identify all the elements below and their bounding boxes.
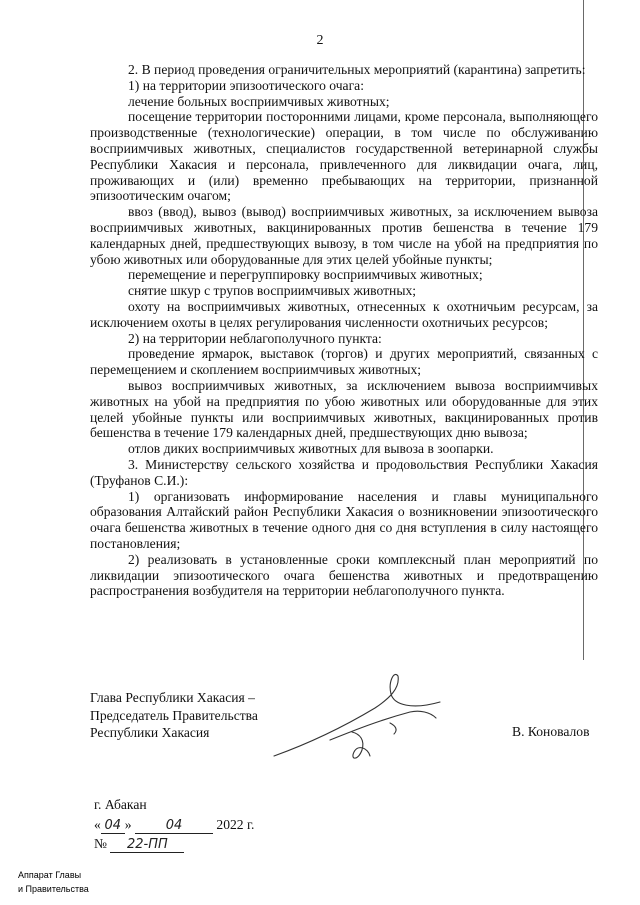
paragraph-import-export: ввоз (ввод), вывоз (вывод) восприимчивых животных, за исключением вывоза восприимчивых животных, вакцинированных против бешенства в течение 179 календарных дней, предшествующих вывозу, в том числе на убой на предприятия по убою животных или оборудованные для этих целей убойные пункты;	[90, 204, 598, 267]
date-day: 04	[101, 818, 125, 834]
city: г. Абакан	[94, 797, 147, 812]
signer-title-line: Республики Хакасия	[90, 725, 210, 740]
handwritten-signature	[270, 668, 450, 773]
paragraph-hunting: охоту на восприимчивых животных, отнесенных к охотничьим ресурсам, за исключением охоты в целях регулирования численности охотничьих ресурсов;	[90, 298, 598, 330]
paragraph-unfavorable-point: 2) на территории неблагополучного пункта:	[128, 330, 382, 346]
stamp-line: и Правительства	[18, 884, 89, 894]
signer-title-line: Глава Республики Хакасия –	[90, 690, 255, 705]
page-number: 2	[316, 33, 324, 48]
paragraph-plan: 2) реализовать в установленные сроки комплексный план мероприятий по ликвидации эпизоотического очага бешенства животных и предотвращению распространения возбудителя на территории неблагополучного пункта.	[90, 551, 598, 599]
paragraph-3-ministry: 3. Министерству сельского хозяйства и продовольствия Республики Хакасия (Труфанов С.И.):	[90, 456, 598, 488]
paragraph-capture: отлов диких восприимчивых животных для вывоза в зоопарки.	[128, 441, 494, 457]
signer-name: В. Коновалов	[512, 724, 590, 739]
date-month: 04	[135, 818, 213, 834]
paragraph-focus-territory: 1) на территории эпизоотического очага:	[128, 77, 364, 93]
paragraph-treatment: лечение больных восприимчивых животных;	[128, 93, 390, 109]
signer-title	[90, 689, 258, 742]
number-value: 22-ПП	[110, 837, 184, 853]
date-close-quote: »	[124, 817, 132, 832]
paragraph-fairs: проведение ярмарок, выставок (торгов) и других мероприятий, связанных с перемещением и скоплением восприимчивых животных;	[90, 346, 598, 378]
office-stamp	[18, 868, 89, 896]
number-prefix: №	[94, 836, 107, 851]
paragraph-visiting: посещение территории посторонними лицами, кроме персонала, выполняющего производственные (технологические) операции, в том числе по обслуживанию восприимчивых животных, специалистов государственной ветеринарной службы Республики Хакасия и персонала, привлеченного для ликвидации очага, лиц, проживающих и (или) временно пребывающих на территории, признанной эпизоотическим очагом;	[90, 109, 598, 204]
date-year: 2022 г.	[216, 817, 255, 832]
date-open-quote: «	[94, 817, 101, 832]
signer-title-line: Председатель Правительства	[90, 707, 258, 723]
paragraph-relocation: перемещение и перегруппировку восприимчивых животных;	[128, 267, 483, 283]
paragraph-export: вывоз восприимчивых животных, за исключением вывоза восприимчивых животных на убой на предприятия по убою животных или оборудованные для этих целей убойные пункты или восприимчивых животных, вакцинированных против бешенства в течение 179 календарных дней, предшествующих дню вывоза;	[90, 377, 598, 441]
paragraph-skinning: снятие шкур с трупов восприимчивых животных;	[128, 283, 417, 299]
document-body	[90, 62, 598, 599]
paragraph-inform: 1) организовать информирование населения и главы муниципального образования Алтайский район Республики Хакасия о возникновении эпизоотического очага бешенства животных в течение одного дня со дня вступления в силу настоящего постановления;	[90, 488, 598, 551]
paragraph-2-ban: 2. В период проведения ограничительных мероприятий (карантина) запретить:	[128, 62, 586, 77]
document-number	[94, 836, 184, 853]
stamp-line: Аппарат Главы	[18, 870, 82, 880]
document-date	[94, 817, 254, 834]
